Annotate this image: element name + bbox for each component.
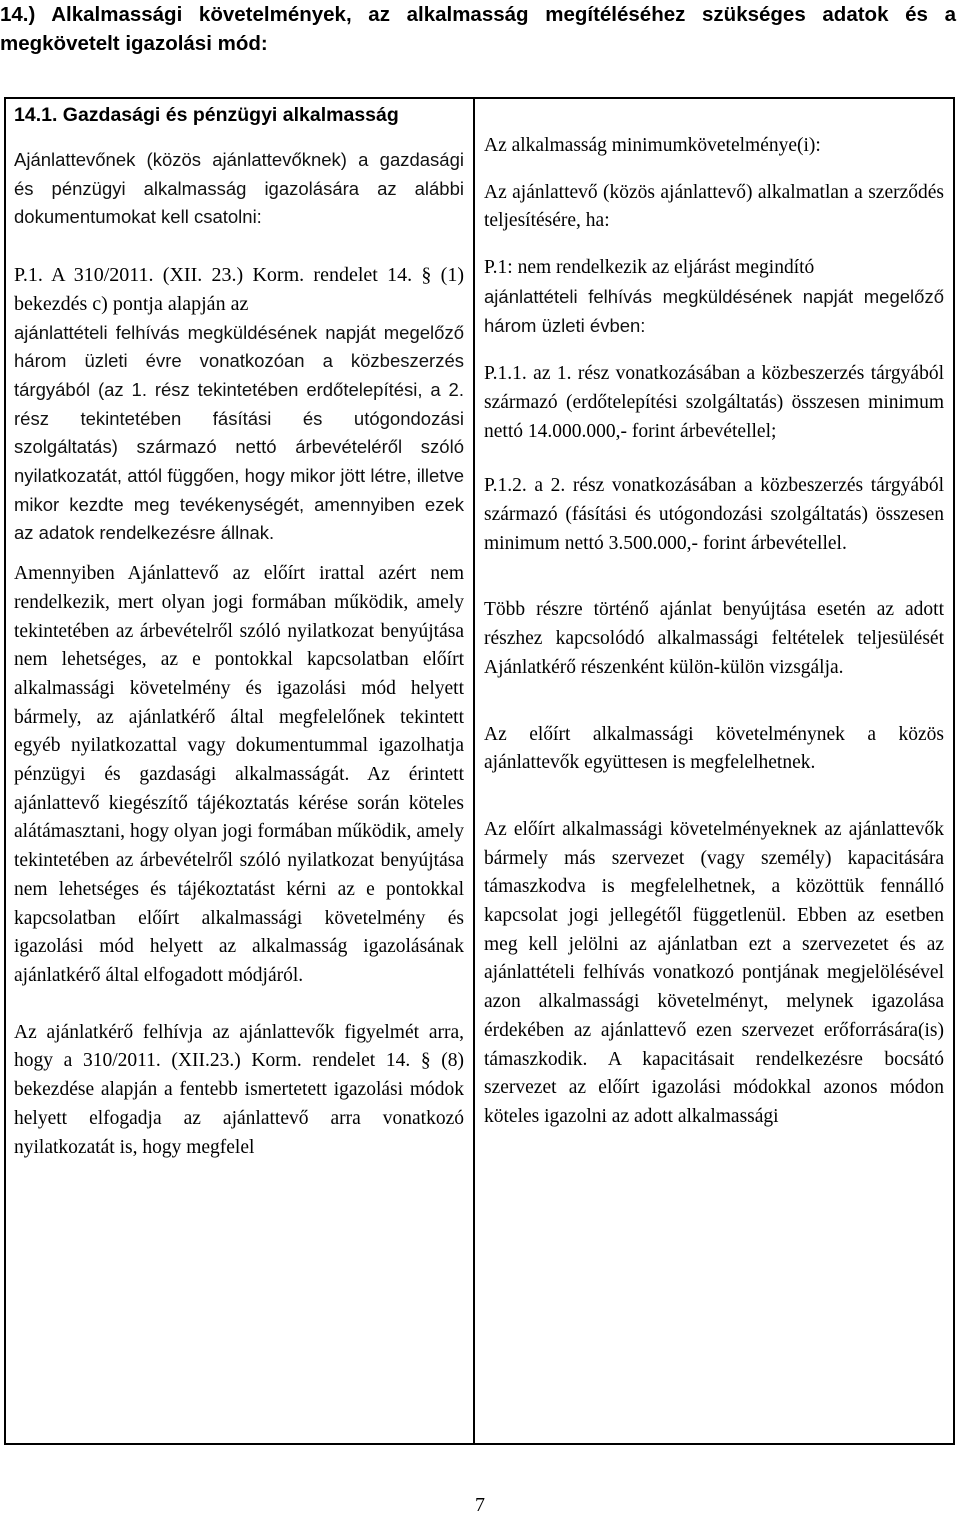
- left-p2: Amennyiben Ajánlattevő az előírt irattal azért nem rendelkezik, mert olyan jogi formában működik, amely tekintetében az árbevételről szóló nyilatkozat benyújtása nem lehetséges, az e pontokkal kapcsolatban előírt alkalmassági követelmény és igazolási mód helyett bármely, az ajánlatkérő által megfelelőnek tekintett egyéb nyilatkozattal vagy dokumentummal igazolhatja pénzügyi és gazdasági alkalmasságát. Az érintett ajánlattevő kiegészítő tájékoztatás kérése során köteles alátámasztani, hogy olyan jogi formában működik, amely tekintetében az árbevételről szóló nyilatkozat benyújtása nem lehetséges és tájékoztatást kérni az e pontokkal kapcsolatban előírt alkalmassági követelmény és igazolási mód helyett az alkalmasság igazolásának ajánlatkérő által elfogadott módjáról.: [14, 563, 464, 986]
- page-number: 7: [475, 1494, 485, 1516]
- right-p-kozos: Az előírt alkalmassági követelménynek a közös ajánlattevők együttesen is megfelelhetnek.: [484, 723, 944, 774]
- left-p1-first: P.1. A 310/2011. (XII. 23.) Korm. rendelet 14. § (1) bekezdés c) pontja alapján az: [14, 264, 464, 315]
- right-intro: Az ajánlattevő (közös ajánlattevő) alkalmatlan a szerződés teljesítésére, ha:: [484, 181, 944, 232]
- section-heading: 14.) Alkalmassági követelmények, az alkalmasság megítéléséhez szükséges adatok és a megkövetelt igazolási mód:: [0, 3, 956, 55]
- right-p-tobb: Több részre történő ajánlat benyújtása esetén az adott részhez kapcsolódó alkalmassági feltételek teljesülését Ajánlatkérő részenként külön-külön vizsgálja.: [484, 599, 944, 678]
- right-p1-rest: ajánlattételi felhívás megküldésének napját megelőző három üzleti évben:: [484, 285, 944, 336]
- left-p1-rest: ajánlattételi felhívás megküldésének napját megelőző három üzleti évre vonatkozóan a közbeszerzés tárgyából (az 1. rész tekintetében erdőtelepítési, a 2. rész tekintetében fásítási és utógondozási szolgáltatás) származó nettó árbevételéről szóló nyilatkozatát, attól függően, hogy mikor jött létre, illetve mikor kezdte meg tevékenységét, amennyiben ezek az adatok rendelkezésre állnak.: [14, 321, 464, 544]
- right-p12: P.1.2. a 2. rész vonatkozásában a közbeszerzés tárgyából származó (fásítási és utógondozási szolgáltatás) összesen minimum nettó 3.500.000,- forint árbevétellel.: [484, 475, 944, 554]
- right-p1-first: P.1: nem rendelkezik az eljárást megindító: [484, 257, 815, 279]
- right-column: [484, 99, 944, 1443]
- subsection-title: 14.1. Gazdasági és pénzügyi alkalmasság: [14, 104, 399, 126]
- right-p11: P.1.1. az 1. rész vonatkozásában a közbeszerzés tárgyából származó (erdőtelepítési szolgáltatás) összesen minimum nettó 14.000.000,- forint árbevétellel;: [484, 363, 944, 442]
- right-title: Az alkalmasság minimumkövetelménye(i):: [484, 135, 821, 156]
- left-column: [14, 99, 464, 1443]
- requirements-table: [4, 97, 955, 1445]
- left-intro: Ajánlattevőnek (közös ajánlattevőknek) a gazdasági és pénzügyi alkalmasság igazolására az alábbi dokumentumokat kell csatolni:: [14, 149, 464, 228]
- right-p-kapac: Az előírt alkalmassági követelményeknek az ajánlattevők bármely más szervezet (vagy személy) kapacitására támaszkodva is megfelelhetnek, a közöttük fennálló kapcsolat jogi jellegétől függetlenül. Ebben az esetben meg kell jelölni az ajánlatban ezt a szervezetet és az ajánlattételi felhívás vonatkozó pontjának megjelölésével azon alkalmassági követelményt, melynek igazolása érdekében az ajánlattevő ezen szervezet erőforrására(is) támaszkodik. A kapacitásait rendelkezésre bocsátó szervezet az előírt igazolási módokkal azonos módon köteles igazolni az adott alkalmassági: [484, 818, 944, 1127]
- column-divider: [473, 99, 475, 1443]
- left-p3: Az ajánlatkérő felhívja az ajánlattevők figyelmét arra, hogy a 310/2011. (XII.23.) Korm. rendelet 14. § (8) bekezdése alapján a fentebb ismertetett igazolási módok helyett elfogadja az ajánlattevő arra vonatkozó nyilatkozatát is, hogy megfelel: [14, 1021, 464, 1158]
